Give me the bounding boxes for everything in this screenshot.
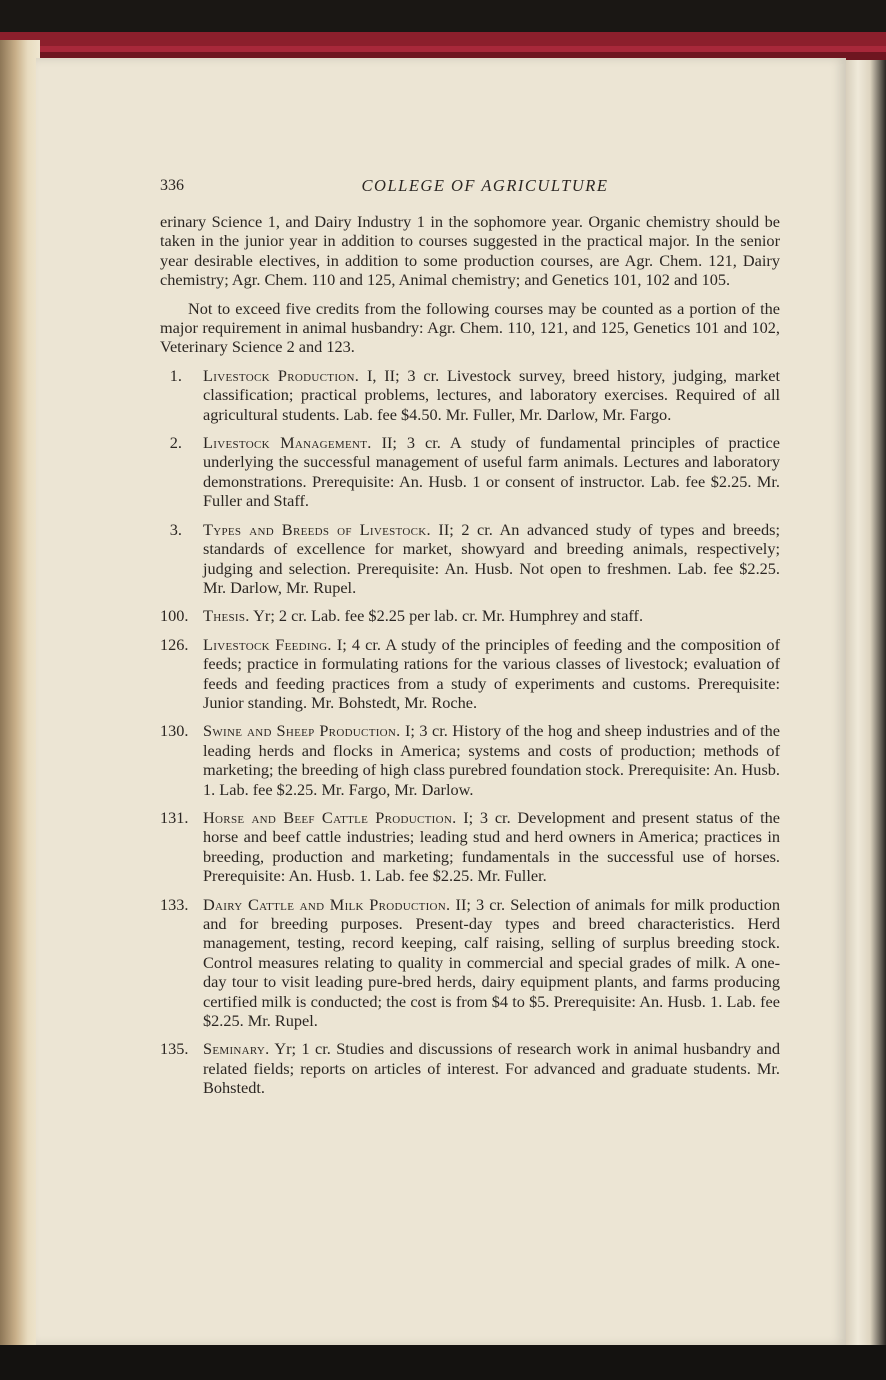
page-number: 336: [160, 177, 184, 194]
course-entry: [160, 721, 780, 799]
page-text: [160, 176, 780, 1098]
course-title: Seminary.: [203, 1039, 270, 1059]
course-entry: [160, 606, 780, 625]
course-number: 135.: [160, 1039, 189, 1059]
course-description: I, II; 3 cr. Livestock survey, breed history, judging, market classification; practical problems, lectures, and laboratory exercises. Required of all agricultural students. Lab. fee $4.50. Mr. Fuller, Mr. Darlow, Mr. Fargo.: [203, 365, 781, 424]
page-edge: [846, 60, 886, 1345]
running-title: COLLEGE OF AGRICULTURE: [361, 176, 609, 195]
course-title: Swine and Sheep Production.: [203, 721, 401, 741]
course-number: 130.: [160, 721, 189, 741]
course-title: Horse and Beef Cattle Production.: [203, 807, 457, 827]
course-entry: [160, 1039, 780, 1097]
book-spine: [0, 40, 40, 1345]
course-description: II; 2 cr. An advanced study of types and breeds; standards of excellence for market, showyard and breeding animals, respectively; judging and selection. Prerequisite: An. Husb. Not open to freshmen. Lab. fee $2.25. Mr. Darlow, Mr. Rupel.: [203, 519, 780, 597]
course-entry: [160, 808, 780, 886]
course-description: I; 3 cr. History of the hog and sheep industries and of the leading herds and flocks in America; systems and costs of production; methods of marketing; the breeding of high class purebred foundation stock. Prerequisite: An. Husb. 1. Lab. fee $2.25. Mr. Fargo, Mr. Darlow.: [203, 721, 780, 799]
course-entry: [160, 366, 780, 424]
book-binding-top: [0, 0, 886, 62]
running-header: [160, 176, 780, 198]
course-title: Thesis.: [203, 606, 250, 626]
course-entry: [160, 433, 780, 511]
course-entry: [160, 520, 780, 598]
course-number: 3.: [169, 519, 182, 539]
course-title: Livestock Management.: [203, 433, 372, 453]
course-number: 1.: [169, 365, 182, 385]
course-description: II; 3 cr. Selection of animals for milk production and for breeding purposes. Present-day types and breed characteristics. Herd management, testing, record keeping, calf raising, selling of surplus breeding stock. Control measures relating to quality in commercial and special grades of milk. A one-day tour to visit leading pure-bred herds, dairy equipment plants, and farms producing certified milk is conducted; the cost is from $4 to $5. Prerequisite: An. Husb. 1. Lab. fee $2.25. Mr. Rupel.: [203, 894, 780, 1031]
course-description: Yr; 1 cr. Studies and discussions of research work in animal husbandry and related fields; reports on articles of interest. For advanced and graduate students. Mr. Bohstedt.: [203, 1039, 780, 1098]
course-description: Yr; 2 cr. Lab. fee $2.25 per lab. cr. Mr. Humphrey and staff.: [249, 606, 644, 626]
course-number: 133.: [160, 894, 189, 914]
course-description: I; 3 cr. Development and present status of the horse and beef cattle industries; leading stud and herd owners in America; practices in breeding, production and marketing; fundamentals in the successful use of horses. Prerequisite: An. Husb. 1. Lab. fee $2.25. Mr. Fuller.: [203, 807, 781, 886]
course-number: 131.: [160, 807, 189, 827]
course-title: Livestock Feeding.: [203, 634, 332, 654]
course-title: Livestock Production.: [203, 365, 360, 385]
course-number: 2.: [169, 433, 182, 453]
course-number: 100.: [160, 606, 189, 626]
course-number: 126.: [160, 634, 189, 654]
paragraph-credits: Not to exceed five credits from the following courses may be counted as a portion of the major requirement in animal husbandry: Agr. Chem. 110, 121, and 125, Genetics 101 and 102, Veterinary Science 2 and 123.: [160, 298, 780, 357]
paragraph-continued: erinary Science 1, and Dairy Industry 1 in the sophomore year. Organic chemistry should be taken in the junior year in addition to courses suggested in the practical major. In the senior year desirable electives, in addition to some production courses, are Agr. Chem. 121, Dairy chemistry; Agr. Chem. 110 and 125, Animal chemistry; and Genetics 101, 102 and 105.: [160, 212, 780, 290]
course-title: Dairy Cattle and Milk Production.: [203, 894, 451, 914]
course-description: II; 3 cr. A study of fundamental principles of practice underlying the successful management of useful farm animals. Lectures and laboratory demonstrations. Prerequisite: An. Husb. 1 or consent of instructor. Lab. fee $2.25. Mr. Fuller and Staff.: [203, 433, 780, 511]
course-entry: [160, 635, 780, 713]
scan-background: [0, 1345, 886, 1380]
course-title: Types and Breeds of Livestock.: [203, 519, 431, 539]
course-entry: [160, 895, 780, 1031]
course-description: I; 4 cr. A study of the principles of feeding and the composition of feeds; practice in formulating rations for the various classes of livestock; evaluation of feeds and feeding practices from a study of experiments and customs. Prerequisite: Junior standing. Mr. Bohstedt, Mr. Roche.: [203, 634, 780, 712]
